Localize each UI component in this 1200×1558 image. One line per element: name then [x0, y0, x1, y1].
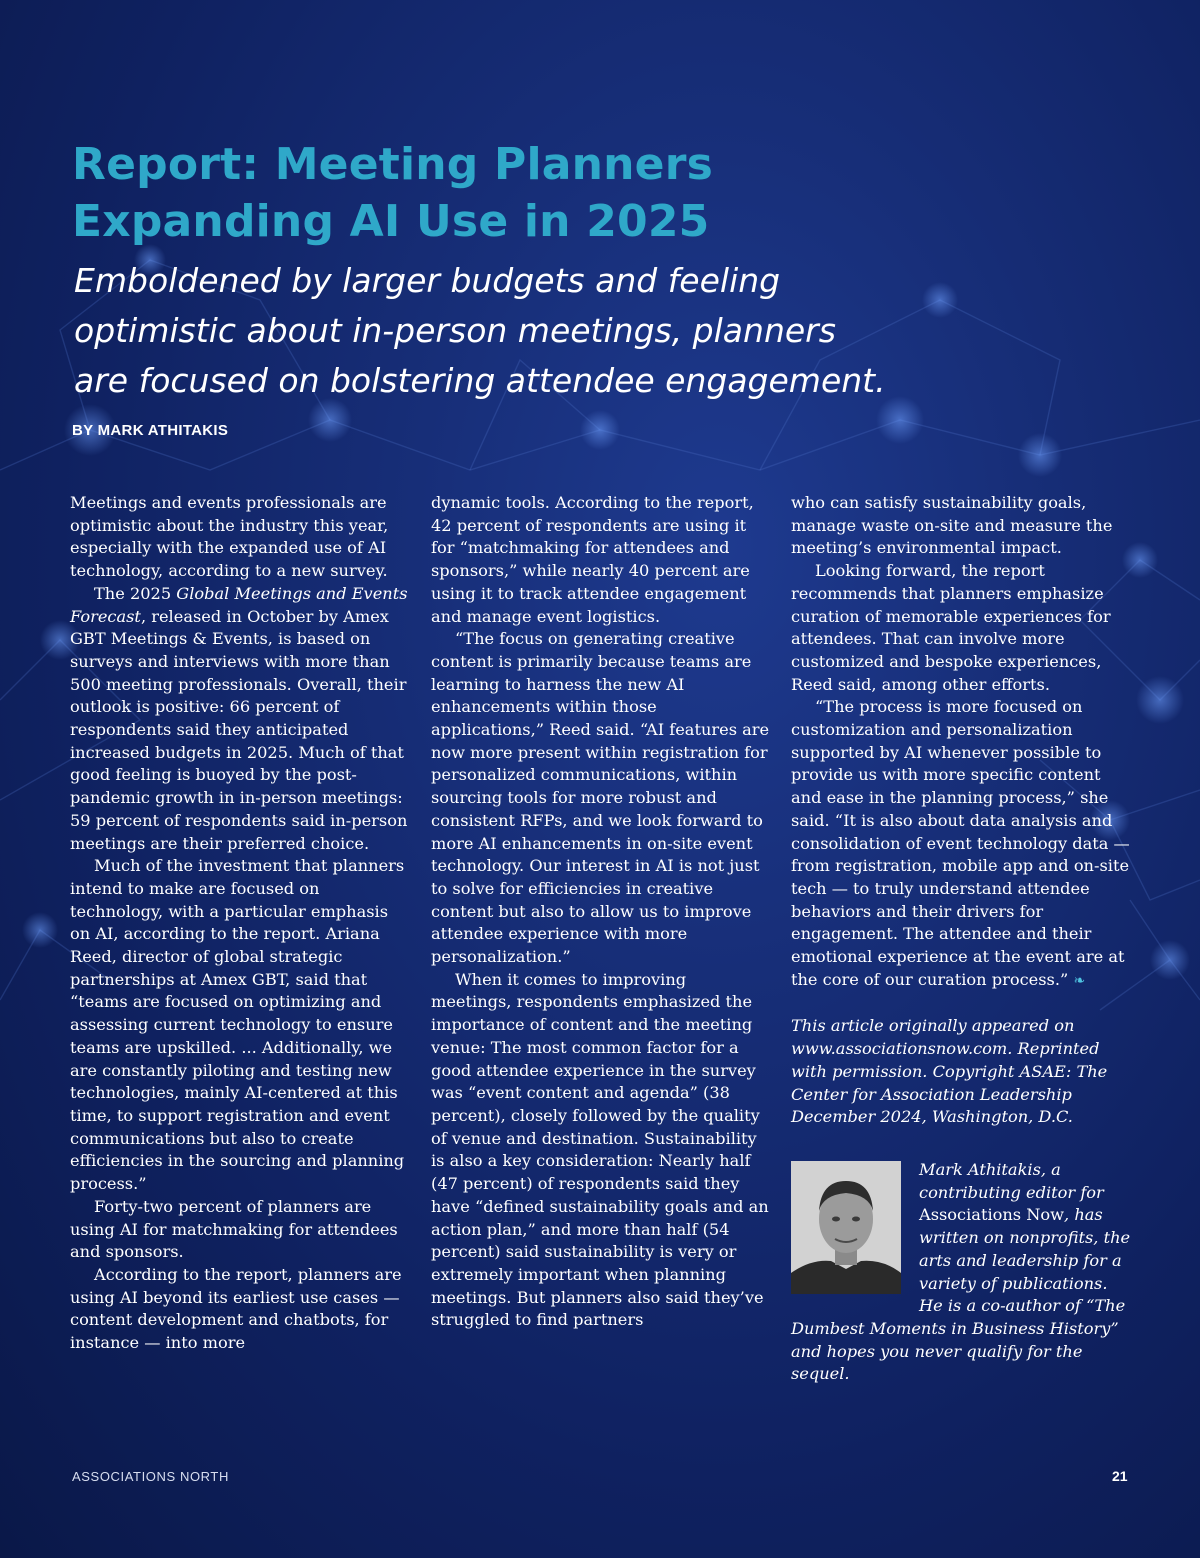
paragraph: dynamic tools. According to the report, 42 percent of respondents are using it for “matchmaking for attendees and sponsors,” while nearly 40 percent are using it to track attendee engagement and manage event logistics. — [431, 493, 754, 626]
author-bio — [791, 1159, 1131, 1386]
body-column-3 — [791, 492, 1131, 1386]
reprint-credit: This article originally appeared on www.associationsnow.com. Reprinted with permission. Copyright ASAE: The Center for Association Leadership December 2024, Washington, D.C. — [791, 1016, 1108, 1127]
footer-publication-name: ASSOCIATIONS NORTH — [72, 1469, 229, 1484]
paragraph: According to the report, planners are using AI beyond its earliest use cases — content development and chatbots, for instance — into more — [70, 1264, 402, 1353]
page-number: 21 — [1112, 1468, 1128, 1484]
paragraph-text: , released in October by Amex GBT Meetings & Events, is based on surveys and interviews with more than 500 meeting professionals. Overall, their outlook is positive: 66 percent of respondents said they anticipated increased budgets in 2025. Much of that good feeling is buoyed by the post-pandemic growth in in-person meetings: 59 percent of respondents said in-person meetings are their preferred choice. — [70, 606, 408, 853]
paragraph: Forty-two percent of planners are using AI for matchmaking for attendees and sponsors. — [70, 1196, 398, 1262]
article-deck — [74, 256, 1074, 406]
bio-text-part: Mark Athitakis, a contributing editor for — [919, 1159, 1104, 1202]
article-headline — [72, 136, 972, 250]
paragraph: When it comes to improving meetings, respondents emphasized the importance of content and the meeting venue: The most common factor for a good attendee experience in the survey was “event content and agenda” (38 percent), closely followed by the quality of venue and destination. Sustainability is also a key consideration: Nearly half (47 percent) of respondents said they have “defined sustainability goals and an action plan,” and more than half (54 percent) said sustainability is very or extremely important when planning meetings. But planners also said they’ve struggled to find partners — [431, 969, 769, 1330]
paragraph: who can satisfy sustainability goals, manage waste on-site and measure the meeting’s environmental impact. — [791, 493, 1113, 558]
paragraph: Much of the investment that planners intend to make are focused on technology, with a particular emphasis on AI, according to the report. Ariana Reed, director of global strategic partnerships at Amex GBT, said that “teams are focused on optimizing and assessing current technology to ensure teams are upskilled. ... Additionally, we are constantly piloting and testing new technologies, mainly AI-centered at this time, to support registration and event communications but also to create efficiencies in the sourcing and planning process.” — [70, 856, 405, 1194]
paragraph: “The focus on generating creative content is primarily because teams are learning to harness the new AI enhancements within those applications,” Reed said. “AI features are now more present within registration for personalized communications, within sourcing tools for more robust and consistent RFPs, and we look forward to more AI enhancements in on-site event technology. Our interest in AI is not just to solve for efficiencies in creative content but also to allow us to improve attendee experience with more personalization.” — [431, 629, 770, 967]
paragraph — [791, 696, 1131, 992]
end-of-article-icon: ❧ — [1073, 972, 1086, 989]
paragraph: Meetings and events professionals are optimistic about the industry this year, especially with the expanded use of AI technology, according to a new survey. — [70, 493, 389, 581]
body-column-2 — [431, 492, 771, 1332]
paragraph — [70, 583, 410, 855]
paragraph: Looking forward, the report recommends that planners emphasize curation of memorable experiences for attendees. That can involve more customized and bespoke experiences, Reed said, among other efforts. — [791, 561, 1111, 694]
deck-line-3: are focused on bolstering attendee engagement. — [74, 361, 886, 400]
deck-line-2: optimistic about in-person meetings, planners — [74, 311, 836, 350]
body-column-1 — [70, 492, 410, 1355]
bio-text-part: , has written on nonprofits, the arts and leadership for a variety of publications. He is a co-author of “The Dumbest Moments in Business History” and hopes you never qualify for the sequel. — [791, 1205, 1131, 1384]
headline-line-2: Expanding AI Use in 2025 — [72, 196, 710, 247]
headline-line-1: Report: Meeting Planners — [72, 139, 714, 190]
author-photo — [791, 1161, 901, 1294]
paragraph-text: “The process is more focused on customization and personalization supported by AI whenever possible to provide us with more specific content and ease in the planning process,” she said. “It is also about data analysis and consolidation of event technology data — from registration, mobile app and on-site tech — to truly understand attendee behaviors and their drivers for engagement. The attendee and their emotional experience at the event are at the core of our curation process.” — [791, 697, 1130, 989]
report-title: Global Meetings and Events Forecast — [70, 583, 408, 626]
byline: BY MARK ATHITAKIS — [72, 422, 229, 439]
deck-line-1: Emboldened by larger budgets and feeling — [74, 261, 781, 300]
publication-name: Associations Now — [919, 1205, 1065, 1225]
paragraph-text: The 2025 — [94, 583, 177, 603]
